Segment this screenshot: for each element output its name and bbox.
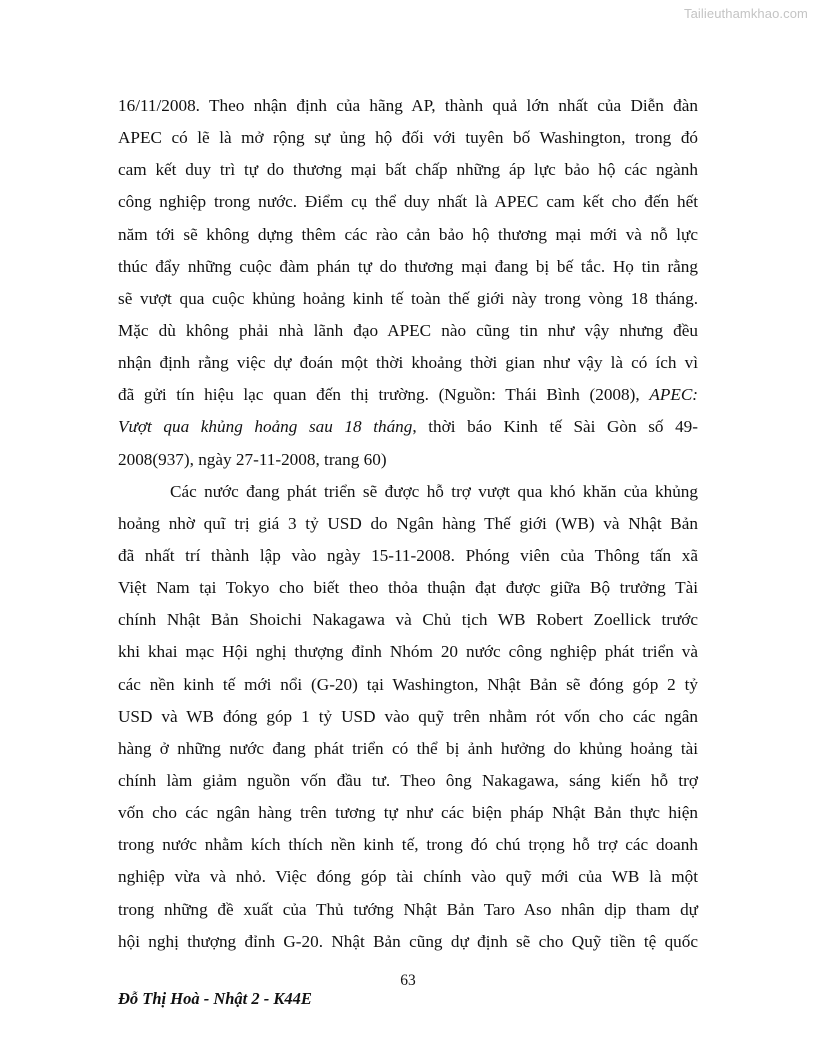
page-number: 63 — [400, 972, 416, 989]
citation-publication: , thời báo Kinh tế Sài Gòn số 49- — [412, 417, 698, 437]
text-line: thúc đẩy những cuộc đàm phán tự do thương mại đang bị bế tắc. Họ tin rằng — [118, 256, 698, 276]
footer-author: Đỗ Thị Hoà - Nhật 2 - K44E — [118, 989, 312, 1008]
text-line: Các nước đang phát triển sẽ được hỗ trợ vượt qua khó khăn của khủng — [170, 481, 698, 501]
text-line: đã nhất trí thành lập vào ngày 15-11-2008. Phóng viên của Thông tấn xã — [118, 545, 698, 565]
text-line: vốn cho các ngân hàng trên tương tự như các biện pháp Nhật Bản thực hiện — [118, 803, 698, 823]
text-line: 16/11/2008. Theo nhận định của hãng AP, thành quả lớn nhất của Diễn đàn — [118, 96, 698, 115]
body-text — [118, 90, 698, 958]
text-line: trong nước nhằm kích thích nền kinh tế, trong đó chú trọng hỗ trợ các doanh — [118, 835, 698, 855]
text-line: cam kết duy trì tự do thương mại bất chấp những áp lực bảo hộ các ngành — [118, 160, 698, 180]
text-line: nhận định rằng việc dự đoán một thời khoảng thời gian như vậy là có ích vì — [118, 353, 698, 373]
citation-source-text: đã gửi tín hiệu lạc quan đến thị trường. (Nguồn: Thái Bình (2008), — [118, 385, 640, 405]
text-line: trong những đề xuất của Thủ tướng Nhật Bản Taro Aso nhân dịp tham dự — [118, 899, 698, 919]
citation-title: Vượt qua khủng hoảng sau 18 tháng — [118, 417, 413, 437]
text-line: công nghiệp trong nước. Điểm cụ thể duy nhất là APEC cam kết cho đến hết — [118, 192, 698, 212]
citation-line — [118, 379, 698, 411]
text-line: hoảng nhờ quĩ trị giá 3 tỷ USD do Ngân hàng Thế giới (WB) và Nhật Bản — [118, 513, 698, 533]
text-line: chính Nhật Bản Shoichi Nakagawa và Chủ tịch WB Robert Zoellick trước — [118, 610, 698, 630]
watermark-text: Tailieuthamkhao.com — [683, 6, 808, 21]
text-line: Việt Nam tại Tokyo cho biết theo thỏa thuận đạt được giữa Bộ trưởng Tài — [118, 578, 698, 598]
citation-line — [118, 411, 698, 443]
paragraph-1 — [118, 90, 698, 476]
text-line: hàng ở những nước đang phát triển có thể bị ảnh hưởng do khủng hoảng tài — [118, 738, 698, 758]
text-line: nghiệp vừa và nhỏ. Việc đóng góp tài chính vào quỹ mới của WB là một — [118, 867, 698, 887]
text-line: sẽ vượt qua cuộc khủng hoảng kinh tế toàn thế giới này trong vòng 18 tháng. — [118, 288, 698, 308]
paragraph-2 — [118, 476, 698, 958]
text-line: hội nghị thượng đỉnh G-20. Nhật Bản cũng dự định sẽ cho Quỹ tiền tệ quốc — [118, 931, 698, 951]
text-line: USD và WB đóng góp 1 tỷ USD vào quỹ trên nhằm rót vốn cho các ngân — [118, 706, 698, 726]
text-line: năm tới sẽ không dựng thêm các rào cản bảo hộ thương mại mới và nỗ lực — [118, 224, 698, 244]
citation-end-line: 2008(937), ngày 27-11-2008, trang 60) — [118, 449, 387, 469]
text-line: các nền kinh tế mới nổi (G-20) tại Washington, Nhật Bản sẽ đóng góp 2 tỷ — [118, 674, 698, 694]
text-line: chính làm giảm nguồn vốn đầu tư. Theo ông Nakagawa, sáng kiến hỗ trợ — [118, 770, 698, 790]
citation-title-start: APEC: — [649, 385, 699, 405]
text-line: Mặc dù không phải nhà lãnh đạo APEC nào cũng tin như vậy nhưng đều — [118, 320, 698, 340]
text-line: APEC có lẽ là mở rộng sự ủng hộ đối với tuyên bố Washington, trong đó — [118, 128, 698, 148]
text-line: khi khai mạc Hội nghị thượng đỉnh Nhóm 20 nước công nghiệp phát triển và — [118, 642, 698, 662]
